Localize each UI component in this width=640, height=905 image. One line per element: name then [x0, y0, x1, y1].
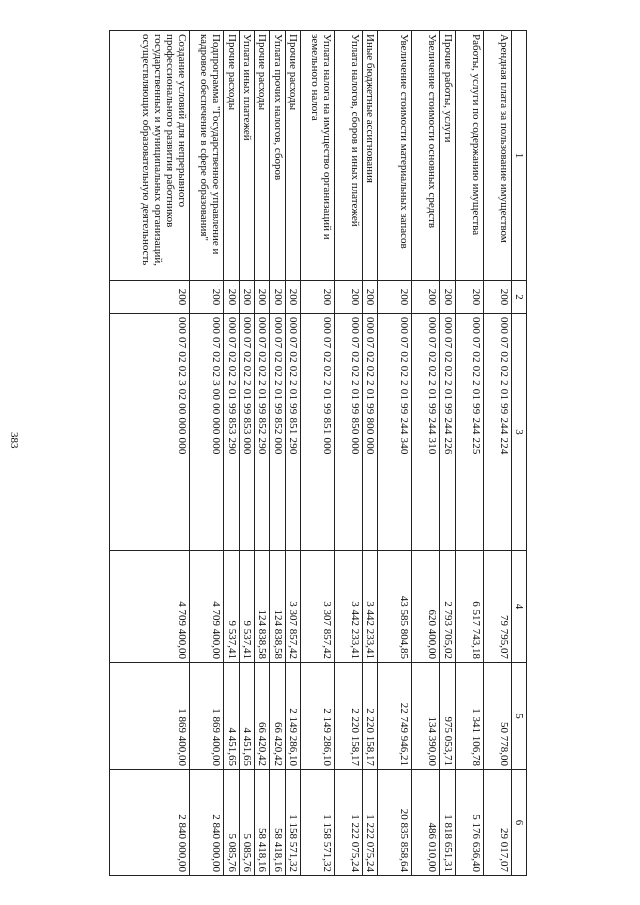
column-header: 4 — [511, 551, 526, 663]
row-amount-col5: 22 749 946,21 — [378, 663, 412, 770]
table-row — [455, 31, 483, 876]
row-name: Прочие расходы — [255, 31, 270, 281]
table-row — [239, 31, 254, 876]
row-name: Прочие расходы — [285, 31, 300, 281]
row-amount-col6: 1 818 651,31 — [440, 770, 455, 876]
row-amount-col4: 43 585 804,85 — [378, 551, 412, 663]
row-amount-col6: 20 835 858,64 — [378, 770, 412, 876]
row-amount-col4: 3 442 233,41 — [335, 551, 363, 663]
row-amount-col4: 9 537,41 — [224, 551, 239, 663]
row-name: Увеличение стоимости основных средств — [412, 31, 440, 281]
row-name: Создание условий для непрерывного профессионального развития работников государственных и муниципальных организаций, осуществляющих образовательную деятельность — [110, 31, 190, 281]
budget-table — [110, 30, 528, 876]
row-budget-code: 000 07 02 02 2 01 99 852 000 — [270, 314, 285, 551]
row-amount-col4: 4 709 400,00 — [190, 551, 224, 663]
table-row — [224, 31, 239, 876]
row-column-2: 200 — [412, 281, 440, 314]
table-row — [270, 31, 285, 876]
rotated-page-content — [97, 30, 527, 875]
row-amount-col4: 9 537,41 — [239, 551, 254, 663]
row-amount-col5: 66 420,42 — [270, 663, 285, 770]
row-amount-col4: 620 400,00 — [412, 551, 440, 663]
table-row — [301, 31, 335, 876]
row-amount-col5: 2 220 158,17 — [335, 663, 363, 770]
row-amount-col4: 3 442 233,41 — [363, 551, 378, 663]
row-column-2: 200 — [335, 281, 363, 314]
row-amount-col6: 1 158 571,32 — [285, 770, 300, 876]
row-budget-code: 000 07 02 02 2 01 99 244 310 — [412, 314, 440, 551]
column-header: 2 — [511, 281, 526, 314]
row-amount-col6: 58 418,16 — [255, 770, 270, 876]
row-amount-col6: 5 085,76 — [239, 770, 254, 876]
row-amount-col6: 2 840 000,00 — [190, 770, 224, 876]
table-row — [440, 31, 455, 876]
row-name: Увеличение стоимости материальных запасов — [378, 31, 412, 281]
row-amount-col4: 79 795,07 — [483, 551, 511, 663]
row-budget-code: 000 07 02 02 2 01 99 244 224 — [483, 314, 511, 551]
row-amount-col6: 1 222 075,24 — [363, 770, 378, 876]
row-budget-code: 000 07 02 02 2 01 99 244 225 — [455, 314, 483, 551]
row-name: Работы, услуги по содержанию имущества — [455, 31, 483, 281]
row-column-2: 200 — [239, 281, 254, 314]
row-amount-col6: 2 840 000,00 — [110, 770, 190, 876]
table-row — [190, 31, 224, 876]
row-amount-col5: 2 149 286,10 — [301, 663, 335, 770]
row-column-2: 200 — [363, 281, 378, 314]
row-amount-col5: 1 869 400,00 — [110, 663, 190, 770]
row-column-2: 200 — [224, 281, 239, 314]
column-number-row — [511, 31, 526, 876]
row-amount-col5: 2 220 158,17 — [363, 663, 378, 770]
row-column-2: 200 — [378, 281, 412, 314]
row-amount-col5: 66 420,42 — [255, 663, 270, 770]
table-row — [363, 31, 378, 876]
row-column-2: 200 — [110, 281, 190, 314]
row-amount-col6: 5 085,76 — [224, 770, 239, 876]
row-amount-col4: 4 709 400,00 — [110, 551, 190, 663]
row-amount-col6: 5 176 636,40 — [455, 770, 483, 876]
row-amount-col5: 975 053,71 — [440, 663, 455, 770]
row-budget-code: 000 07 02 02 2 01 99 850 000 — [335, 314, 363, 551]
row-column-2: 200 — [190, 281, 224, 314]
row-budget-code: 000 07 02 02 3 00 00 000 000 — [190, 314, 224, 551]
row-amount-col5: 1 341 106,78 — [455, 663, 483, 770]
column-header: 6 — [511, 770, 526, 876]
row-budget-code: 000 07 02 02 3 02 00 000 000 — [110, 314, 190, 551]
row-column-2: 200 — [270, 281, 285, 314]
row-name: Уплата налога на имущество организаций и земельного налога — [301, 31, 335, 281]
row-amount-col5: 50 778,00 — [483, 663, 511, 770]
row-column-2: 200 — [455, 281, 483, 314]
column-header: 3 — [511, 314, 526, 551]
row-name: Уплата прочих налогов, сборов — [270, 31, 285, 281]
row-name: Иные бюджетные ассигнования — [363, 31, 378, 281]
row-amount-col6: 486 010,00 — [412, 770, 440, 876]
page-number: 383 — [8, 432, 20, 449]
table-row — [255, 31, 270, 876]
row-amount-col4: 3 307 857,42 — [285, 551, 300, 663]
row-name: Подпрограмма "Государственное управление и кадровое обеспечение в сфере образования" — [190, 31, 224, 281]
row-amount-col5: 4 451,65 — [224, 663, 239, 770]
row-column-2: 200 — [440, 281, 455, 314]
row-budget-code: 000 07 02 02 2 01 99 853 290 — [224, 314, 239, 551]
row-budget-code: 000 07 02 02 2 01 99 851 000 — [301, 314, 335, 551]
column-header: 1 — [511, 31, 526, 281]
table-row — [378, 31, 412, 876]
row-name: Прочие работы, услуги — [440, 31, 455, 281]
row-budget-code: 000 07 02 02 2 01 99 244 340 — [378, 314, 412, 551]
row-amount-col5: 2 149 286,10 — [285, 663, 300, 770]
table-row — [483, 31, 511, 876]
table-row — [335, 31, 363, 876]
row-budget-code: 000 07 02 02 2 01 99 853 000 — [239, 314, 254, 551]
row-name: Прочие расходы — [224, 31, 239, 281]
row-amount-col4: 6 517 743,18 — [455, 551, 483, 663]
row-column-2: 200 — [483, 281, 511, 314]
row-amount-col4: 124 838,58 — [255, 551, 270, 663]
row-name: Уплата иных платежей — [239, 31, 254, 281]
row-column-2: 200 — [301, 281, 335, 314]
row-name: Уплата налогов, сборов и иных платежей — [335, 31, 363, 281]
table-row — [412, 31, 440, 876]
table-row — [285, 31, 300, 876]
row-budget-code: 000 07 02 02 2 01 99 852 290 — [255, 314, 270, 551]
row-name: Арендная плата за пользование имуществом — [483, 31, 511, 281]
row-amount-col6: 58 418,16 — [270, 770, 285, 876]
row-amount-col4: 124 838,58 — [270, 551, 285, 663]
row-amount-col4: 3 307 857,42 — [301, 551, 335, 663]
row-amount-col4: 2 793 705,02 — [440, 551, 455, 663]
row-amount-col6: 29 017,07 — [483, 770, 511, 876]
row-amount-col6: 1 158 571,32 — [301, 770, 335, 876]
row-amount-col6: 1 222 075,24 — [335, 770, 363, 876]
row-amount-col5: 134 390,00 — [412, 663, 440, 770]
row-budget-code: 000 07 02 02 2 01 99 244 226 — [440, 314, 455, 551]
row-amount-col5: 1 869 400,00 — [190, 663, 224, 770]
row-column-2: 200 — [255, 281, 270, 314]
row-budget-code: 000 07 02 02 2 01 99 800 000 — [363, 314, 378, 551]
row-column-2: 200 — [285, 281, 300, 314]
row-budget-code: 000 07 02 02 2 01 99 851 290 — [285, 314, 300, 551]
table-row — [110, 31, 190, 876]
row-amount-col5: 4 451,65 — [239, 663, 254, 770]
column-header: 5 — [511, 663, 526, 770]
